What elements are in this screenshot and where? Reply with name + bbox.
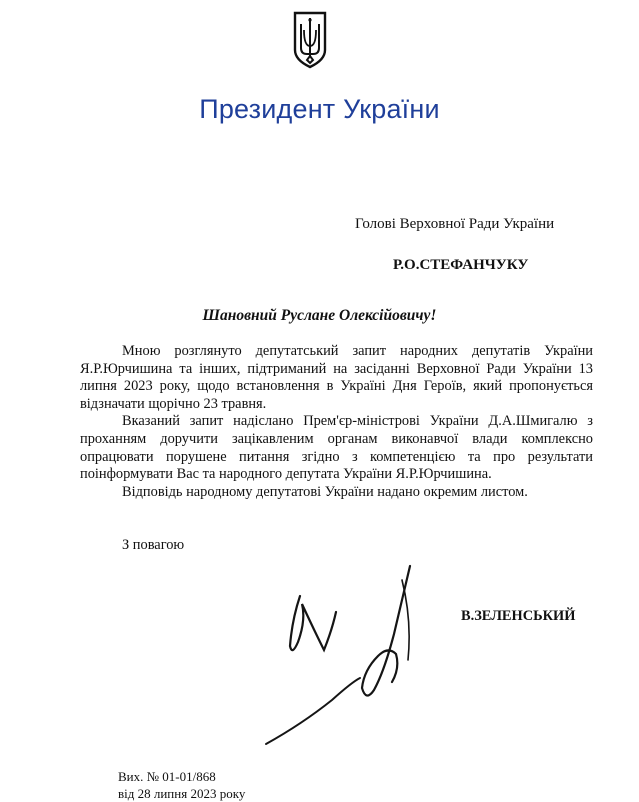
- trident-emblem-icon: [290, 10, 330, 70]
- addressee-position: Голові Верховної Ради України: [355, 216, 555, 232]
- letter-body: [80, 343, 593, 501]
- addressee-name: Р.О.СТЕФАНЧУКУ: [393, 257, 529, 273]
- body-paragraph: Відповідь народному депутатові України надано окремим листом.: [122, 483, 528, 500]
- page-title: Президент України: [199, 94, 440, 124]
- handwritten-signature: [262, 560, 442, 750]
- outgoing-date: від 28 липня 2023 року: [118, 786, 246, 801]
- outgoing-number: Вих. № 01-01/868: [118, 769, 216, 784]
- body-paragraph: Вказаний запит надіслано Прем'єр-міністрові України Д.А.Шмигалю з проханням доручити зацікавленим органам виконавчої влади комплексно опрацювати порушене питання згідно з компетенцією та про результати поінформувати Вас та народного депутата України Я.Р.Юрчишина.: [80, 413, 593, 483]
- salutation: Шановний Руслане Олексійовичу!: [202, 307, 437, 324]
- body-paragraph: Мною розглянуто депутатський запит народних депутатів України Я.Р.Юрчишина та інших, підтриманий на засіданні Верховної Ради України 13 липня 2023 року, щодо встановлення в Україні Дня Героїв, який пропонується відзначати щорічно 23 травня.: [80, 343, 593, 412]
- signer-name: В.ЗЕЛЕНСЬКИЙ: [461, 608, 576, 624]
- closing-phrase: З повагою: [122, 537, 185, 553]
